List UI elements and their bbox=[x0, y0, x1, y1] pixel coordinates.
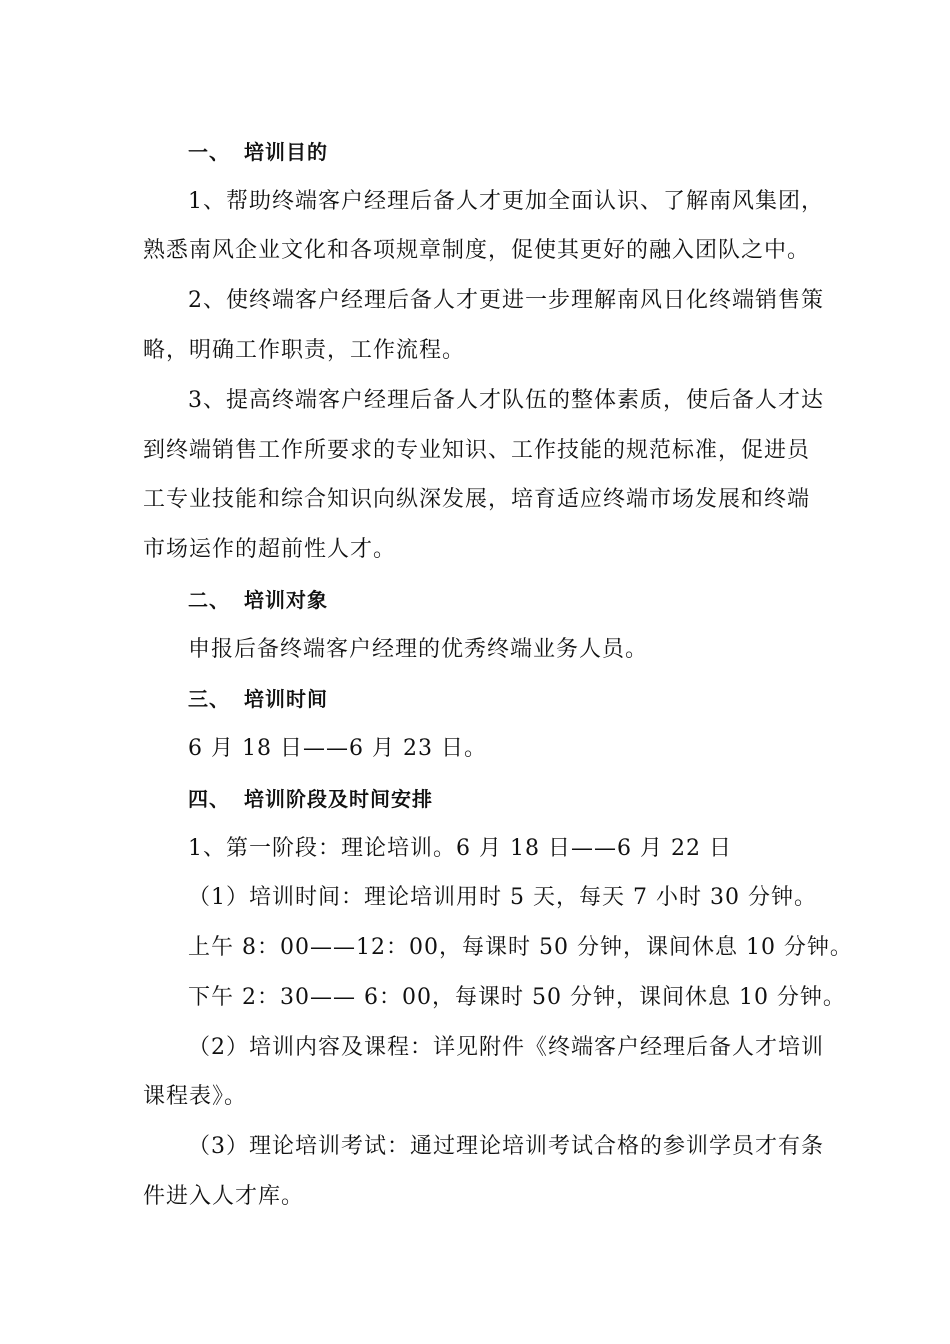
section-number: 二、 bbox=[188, 588, 230, 612]
paragraph-line: 上午 8：00——12：00，每课时 50 分钟，课间休息 10 分钟。 bbox=[188, 935, 853, 960]
paragraph-line: 3、提高终端客户经理后备人才队伍的整体素质，使后备人才达 bbox=[188, 388, 824, 413]
section-title: 培训时间 bbox=[244, 687, 328, 711]
section-title: 培训目的 bbox=[244, 140, 328, 164]
paragraph-line: 市场运作的超前性人才。 bbox=[143, 537, 397, 562]
section-number: 一、 bbox=[188, 140, 230, 164]
paragraph-line: 到终端销售工作所要求的专业知识、工作技能的规范标准，促进员 bbox=[143, 438, 811, 463]
paragraph-line: （3）理论培训考试：通过理论培训考试合格的参训学员才有条 bbox=[188, 1134, 824, 1159]
section-number: 三、 bbox=[188, 687, 230, 711]
paragraph-line: 课程表》。 bbox=[143, 1084, 248, 1109]
paragraph-line: （2）培训内容及课程：详见附件《终端客户经理后备人才培训 bbox=[188, 1035, 824, 1060]
paragraph-line: 1、第一阶段：理论培训。6 月 18 日——6 月 22 日 bbox=[188, 836, 732, 861]
paragraph-line: （1）培训时间：理论培训用时 5 天，每天 7 小时 30 分钟。 bbox=[188, 885, 817, 910]
paragraph-line: 下午 2：30—— 6：00，每课时 50 分钟，课间休息 10 分钟。 bbox=[188, 985, 846, 1010]
paragraph-line: 熟悉南风企业文化和各项规章制度，促使其更好的融入团队之中。 bbox=[143, 238, 811, 263]
paragraph-line: 略，明确工作职责，工作流程。 bbox=[143, 338, 466, 363]
paragraph-line: 工专业技能和综合知识向纵深发展，培育适应终端市场发展和终端 bbox=[143, 487, 811, 512]
section-heading-schedule bbox=[188, 784, 433, 814]
paragraph-line: 2、使终端客户经理后备人才更进一步理解南风日化终端销售策 bbox=[188, 288, 824, 313]
section-heading-time bbox=[188, 684, 328, 714]
section-heading-purpose bbox=[188, 137, 328, 167]
section-number: 四、 bbox=[188, 787, 230, 811]
section-heading-target bbox=[188, 585, 328, 615]
section-title: 培训阶段及时间安排 bbox=[244, 787, 433, 811]
paragraph-line: 件进入人才库。 bbox=[143, 1184, 305, 1209]
paragraph-line: 1、帮助终端客户经理后备人才更加全面认识、了解南风集团， bbox=[188, 189, 824, 214]
paragraph-line: 6 月 18 日——6 月 23 日。 bbox=[188, 736, 487, 761]
paragraph-line: 申报后备终端客户经理的优秀终端业务人员。 bbox=[188, 637, 649, 662]
section-title: 培训对象 bbox=[244, 588, 328, 612]
